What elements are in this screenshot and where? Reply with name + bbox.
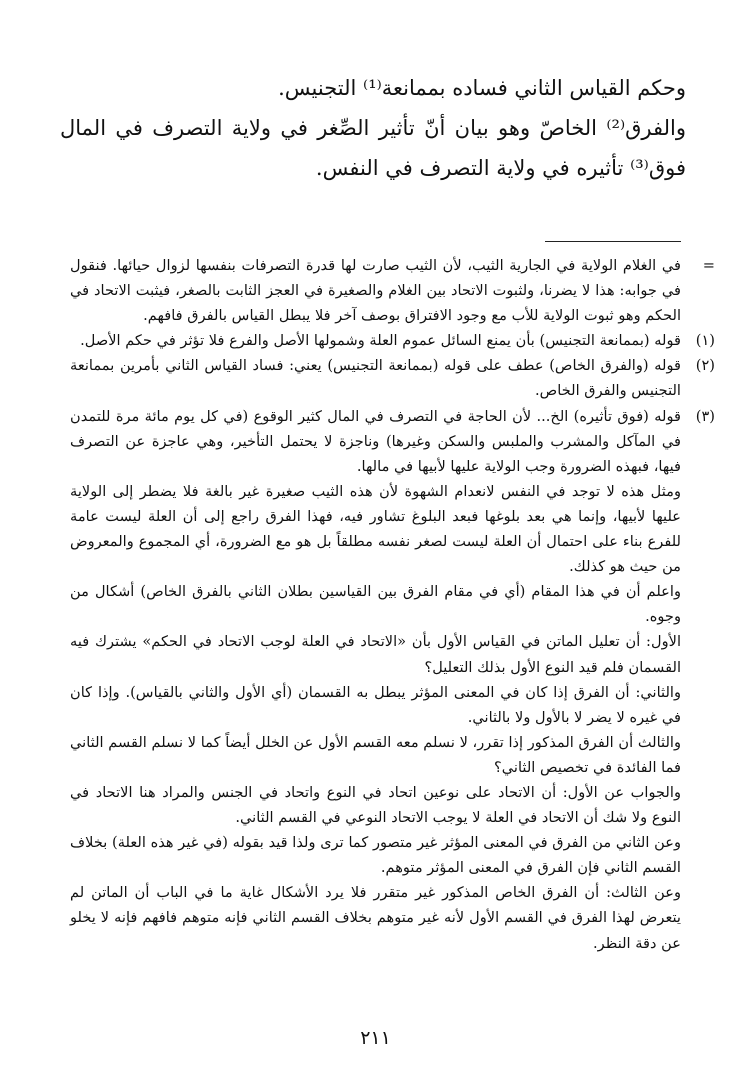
footnote-paragraph: وعن الثاني من الفرق في المعنى المؤثر غير متصور كما ترى ولذا قيد بقوله (في غير هذه العلة) بخلاف القسم الثاني فإن الفرق في المعنى المؤثر متوهم. (70, 834, 681, 877)
footnote-number: (٣) (695, 407, 715, 425)
footnote-paragraph: والثاني: أن الفرق إذا كان في المعنى المؤثر يبطل به القسمان (أي الأول والثاني بالقياس). وإذا كان في غيره لا يضر لا بالأول ولا بالثاني. (70, 683, 681, 726)
footnote-1 (70, 328, 715, 353)
footnote-paragraph: الأول: أن تعليل الماتن في القياس الأول بأن «الاتحاد في العلة لوجب الاتحاد في الحكم» يشترك فيه القسمان فلم قيد النوع الأول بذلك التعليل؟ (70, 633, 681, 676)
footnote-paragraph: وعن الثالث: أن الفرق الخاص المذكور غير متقرر فلا يرد الأشكال غاية ما في الباب أن الماتن لم يتعرض لهذا الفرق في القسم الأول لأنه غير متوهم بخلاف القسم الثاني فإنه متوهم فافهم فإنه لا يخلو عن دقة النظر. (70, 884, 681, 952)
main-text (60, 68, 686, 188)
footnote-paragraph: ومثل هذه لا توجد في النفس لانعدام الشهوة لأن هذه الثيب صغيرة غير بالغة فلا يضطر إلى الولاية عليها لأبيها، وإنما هي بعد بلوغها فبعد البلوغ تشاور فيه، فهذا الفرق راجع إلى أن العلة ليست عامة للفرع بناء على احتمال أن العلة ليست لصغر نفسه مطلقاً بل هو مع الضرورة، أي المجموع والمعروض من حيث هو كذلك. (70, 482, 681, 576)
footnote-2 (70, 353, 715, 403)
footnote-continuation (70, 253, 715, 328)
page-number: ٢١١ (360, 1027, 391, 1049)
footnote-paragraph: والثالث أن الفرق المذكور إذا تقرر، لا نسلم معه القسم الأول عن الخلل أيضاً كما لا نسلم القسم الثاني فما الفائدة في تخصيص الثاني؟ (70, 733, 681, 776)
footnote-number: (١) (695, 332, 715, 350)
continuation-marker: = (702, 257, 715, 274)
footnote-separator (545, 241, 681, 242)
footnote-text: قوله (فوق تأثيره) الخ... لأن الحاجة في التصرف في المال كثير الوقوع (في كل يوم مائة مرة للتمدن في المآكل والمشرب والملبس والسكن وغيرها) وناجزة لا يحتمل التأخير، وهي عاجزة عن التصرف فيها، فبهذه الضرورة وجب الولاية عليها لأبيها في مالها. (70, 407, 681, 475)
footnote-paragraph: والجواب عن الأول: أن الاتحاد على نوعين اتحاد في النوع واتحاد في الجنس والمراد هنا الاتحاد في النوع ولا شك أن الاتحاد في العلة لا يوجب الاتحاد النوعي في القسم الثاني. (70, 783, 681, 827)
footnote-number: (٢) (695, 357, 715, 375)
footnote-text: قوله (والفرق الخاص) عطف على قوله (بممانعة التجنيس) يعني: فساد القياس الثاني بأمرين بممانعة التجنيس والفرق الخاص. (70, 357, 681, 400)
footnote-3 (70, 404, 715, 479)
footnotes (70, 253, 715, 956)
footnote-paragraph: واعلم أن في هذا المقام (أي في مقام الفرق بين القياسين بطلان الثاني بالفرق الخاص) أشكال من وجوه. (70, 583, 681, 626)
main-line-1: وحكم القياس الثاني فساده بممانعة⁽¹⁾ التجنيس. (278, 76, 686, 100)
continuation-text: في الغلام الولاية في الجارية الثيب، لأن الثيب صارت لها قدرة التصرفات بنفسها لزوال حيائها. فنقول في جوابه: هذا لا يضرنا، ولثبوت الاتحاد بين الغلام والصغيرة في العجز الثابت بالصغر، فيثبت الاتحاد في الحكم وهو ثبوت الولاية للأب مع وجود الافتراق بوصف آخر فلا يبطل القياس بالفرق فافهم. (70, 257, 681, 325)
footnote-text: قوله (بممانعة التجنيس) بأن يمنع السائل عموم العلة وشمولها الأصل والفرع فلا تؤثر في حكم الأصل. (80, 332, 681, 350)
main-line-2: والفرق⁽²⁾ الخاصّ وهو بيان أنّ تأثير الصِّغر في ولاية التصرف في المال فوق⁽³⁾ تأثيره في ولاية التصرف في النفس. (60, 116, 686, 180)
